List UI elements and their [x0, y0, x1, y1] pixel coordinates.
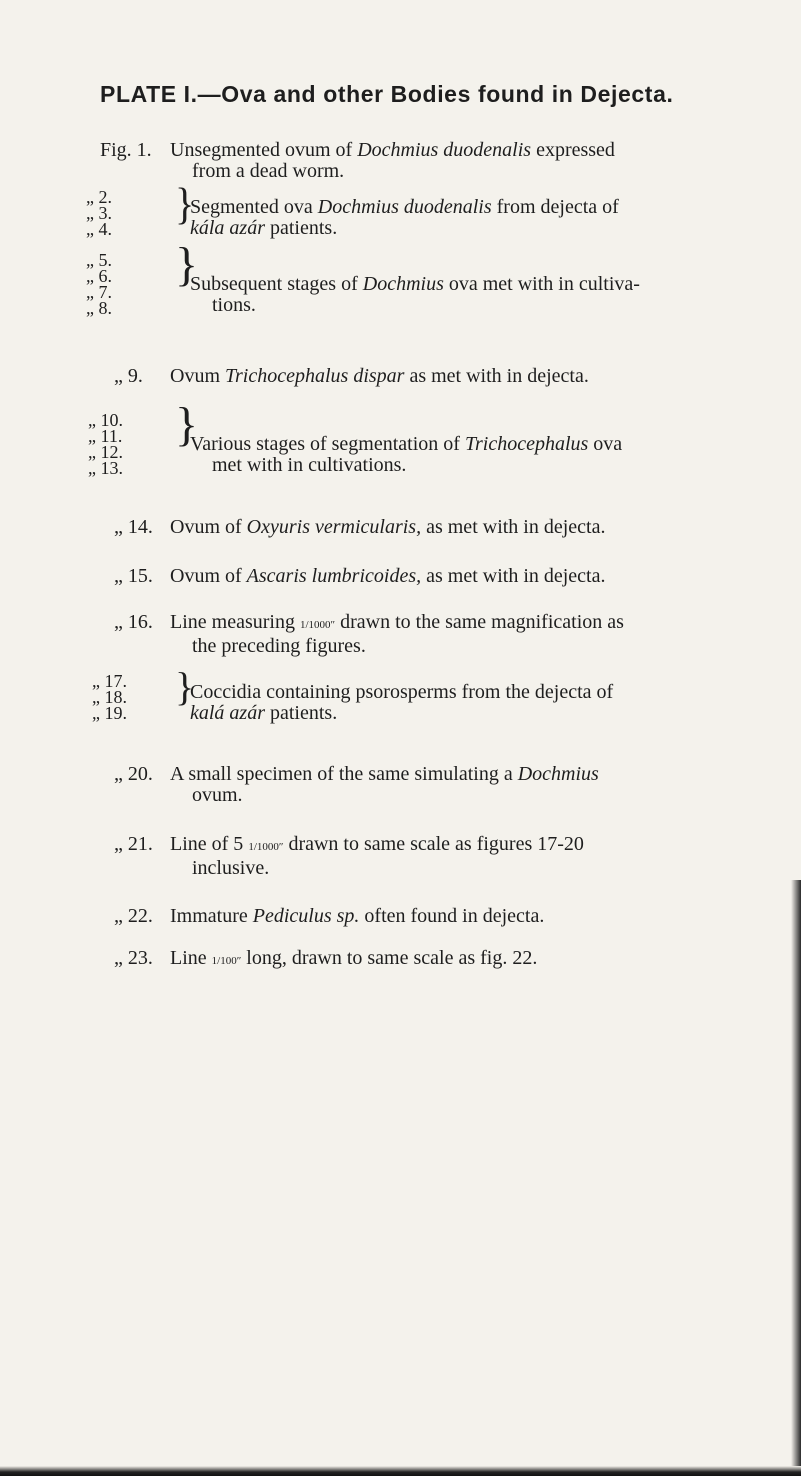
figure-label: „ 21. — [114, 833, 153, 855]
figure-description: Coccidia containing psorosperms from the dejecta of kalá azár patients. — [190, 681, 614, 724]
figure-label: „ 20. — [114, 763, 153, 785]
fraction: 1/1000″ — [248, 841, 284, 853]
figure-description: Unsegmented ovum of Dochmius duodenalis expressed from a dead worm. — [170, 139, 615, 182]
figure-description: Line measuring 1/1000″ drawn to the same magnification as the preceding figures. — [170, 611, 624, 657]
figure-description: Ovum Trichocephalus dispar as met with in dejecta. — [170, 365, 589, 387]
figure-label: „ 16. — [114, 611, 153, 633]
figure-number-group: „ 17. „ 18. „ 19. — [92, 671, 127, 723]
figure-description: Ovum of Ascaris lumbricoides, as met with in dejecta. — [170, 565, 606, 587]
figure-number-group: „ 5. „ 6. „ 7. „ 8. — [86, 250, 112, 318]
figure-description: Line of 5 1/1000″ drawn to same scale as figures 17-20 inclusive. — [170, 833, 584, 879]
fraction: 1/1000″ — [299, 619, 336, 631]
figure-description: Subsequent stages of Dochmius ova met with in cultiva- tions. — [190, 273, 640, 316]
figure-number-group: „ 10. „ 11. „ 12. „ 13. — [88, 410, 123, 478]
figure-label: „ 14. — [114, 516, 153, 538]
figure-label: „ 9. — [114, 365, 143, 387]
plate-title: PLATE I.—Ova and other Bodies found in Dejecta. — [100, 81, 674, 107]
figure-description: Various stages of segmentation of Trichocephalus ova met with in cultivations. — [190, 433, 623, 476]
figure-description: Ovum of Oxyuris vermicularis, as met with in dejecta. — [170, 516, 606, 538]
group-brace: } — [175, 398, 199, 451]
page-bottom-shadow — [0, 1466, 801, 1476]
figure-label: „ 15. — [114, 565, 153, 587]
figure-description: A small specimen of the same simulating a Dochmius ovum. — [170, 763, 599, 806]
group-brace: } — [175, 178, 195, 229]
figure-label: Fig. 1. — [100, 139, 152, 161]
figure-description: Segmented ova Dochmius duodenalis from dejecta of kála azár patients. — [190, 196, 619, 239]
page-edge-shadow — [791, 880, 801, 1470]
group-brace: } — [175, 238, 199, 291]
figure-description: Immature Pediculus sp. often found in dejecta. — [170, 905, 545, 927]
figure-number-group: „ 2. „ 3. „ 4. — [86, 187, 112, 239]
fraction: 1/100″ — [211, 955, 242, 967]
group-brace: } — [175, 664, 195, 709]
figure-description: Line 1/100″ long, drawn to same scale as fig. 22. — [170, 947, 538, 969]
figure-label: „ 22. — [114, 905, 153, 927]
figure-label: „ 23. — [114, 947, 153, 969]
